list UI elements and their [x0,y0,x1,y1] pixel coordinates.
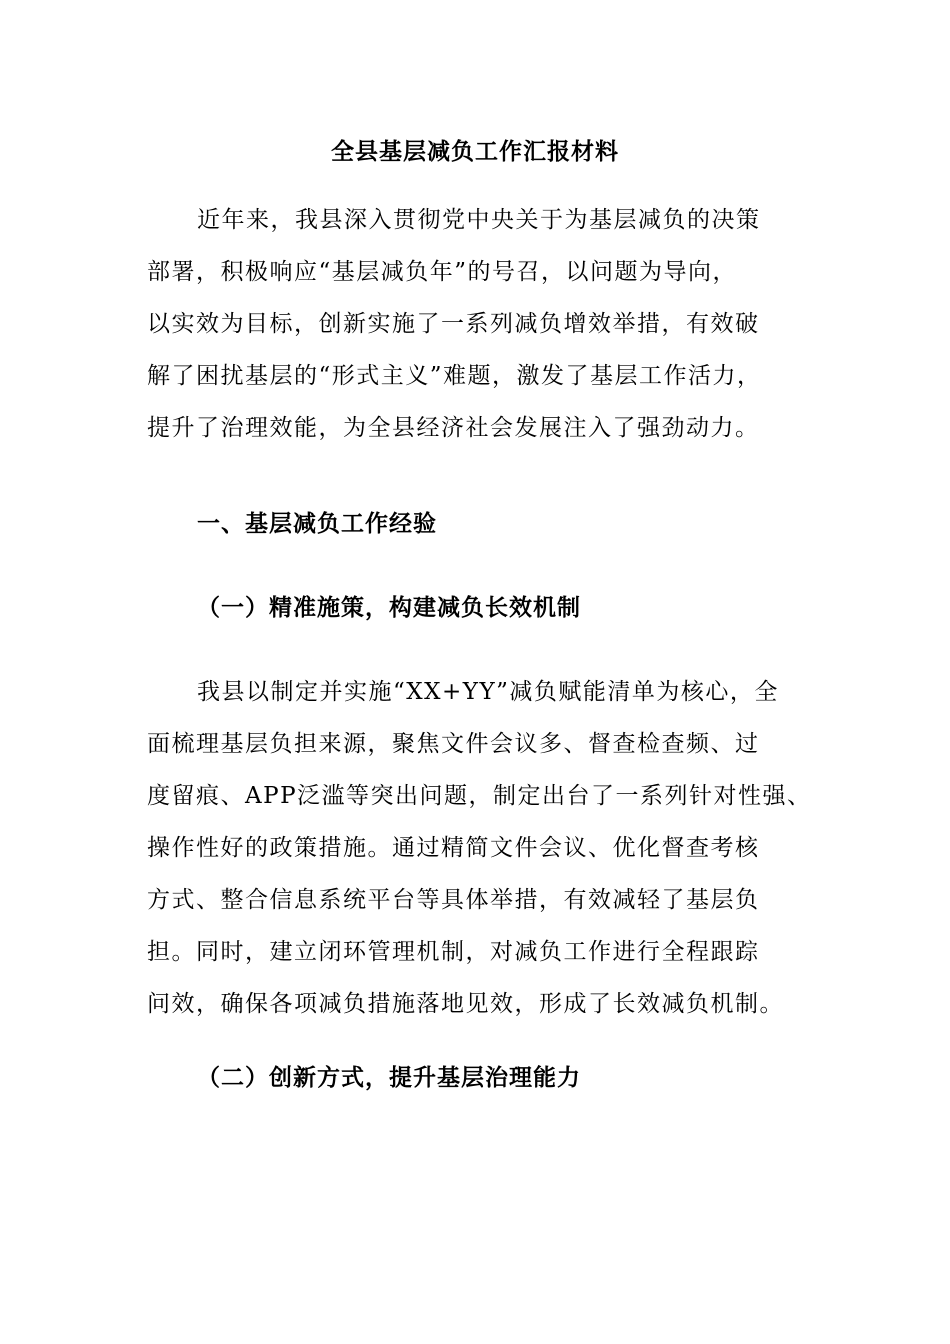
body-line: 操作性好的政策措施。通过精简文件会议、优化督查考核 [147,835,760,861]
intro-line: 部署，积极响应“基层减负年”的号召，以问题为导向， [147,259,738,285]
body-line: 担。同时，建立闭环管理机制，对减负工作进行全程跟踪 [147,939,760,965]
body-line: 面梳理基层负担来源，聚焦文件会议多、督查检查频、过 [147,731,760,757]
document-title: 全县基层减负工作汇报材料 [331,138,619,165]
intro-line: 解了困扰基层的“形式主义”难题，激发了基层工作活力， [147,363,762,389]
intro-line: 近年来，我县深入贯彻党中央关于为基层减负的决策 [197,207,761,233]
intro-paragraph [147,194,827,454]
subsection-heading: （二）创新方式，提升基层治理能力 [197,1064,581,1091]
body-line: 我县以制定并实施“XX+YY”减负赋能清单为核心，全 [197,679,779,705]
body-line: 方式、整合信息系统平台等具体举措，有效减轻了基层负 [147,887,760,913]
section-heading: 一、基层减负工作经验 [197,510,437,537]
intro-line: 以实效为目标，创新实施了一系列减负增效举措，有效破 [147,311,760,337]
intro-line: 提升了治理效能，为全县经济社会发展注入了强劲动力。 [147,415,760,441]
body-line: 问效，确保各项减负措施落地见效，形成了长效减负机制。 [147,991,784,1017]
subsection-heading: （一）精准施策，构建减负长效机制 [197,594,581,621]
body-paragraph [147,666,827,1030]
body-line: 度留痕、APP泛滥等突出问题，制定出台了一系列针对性强、 [147,783,812,809]
